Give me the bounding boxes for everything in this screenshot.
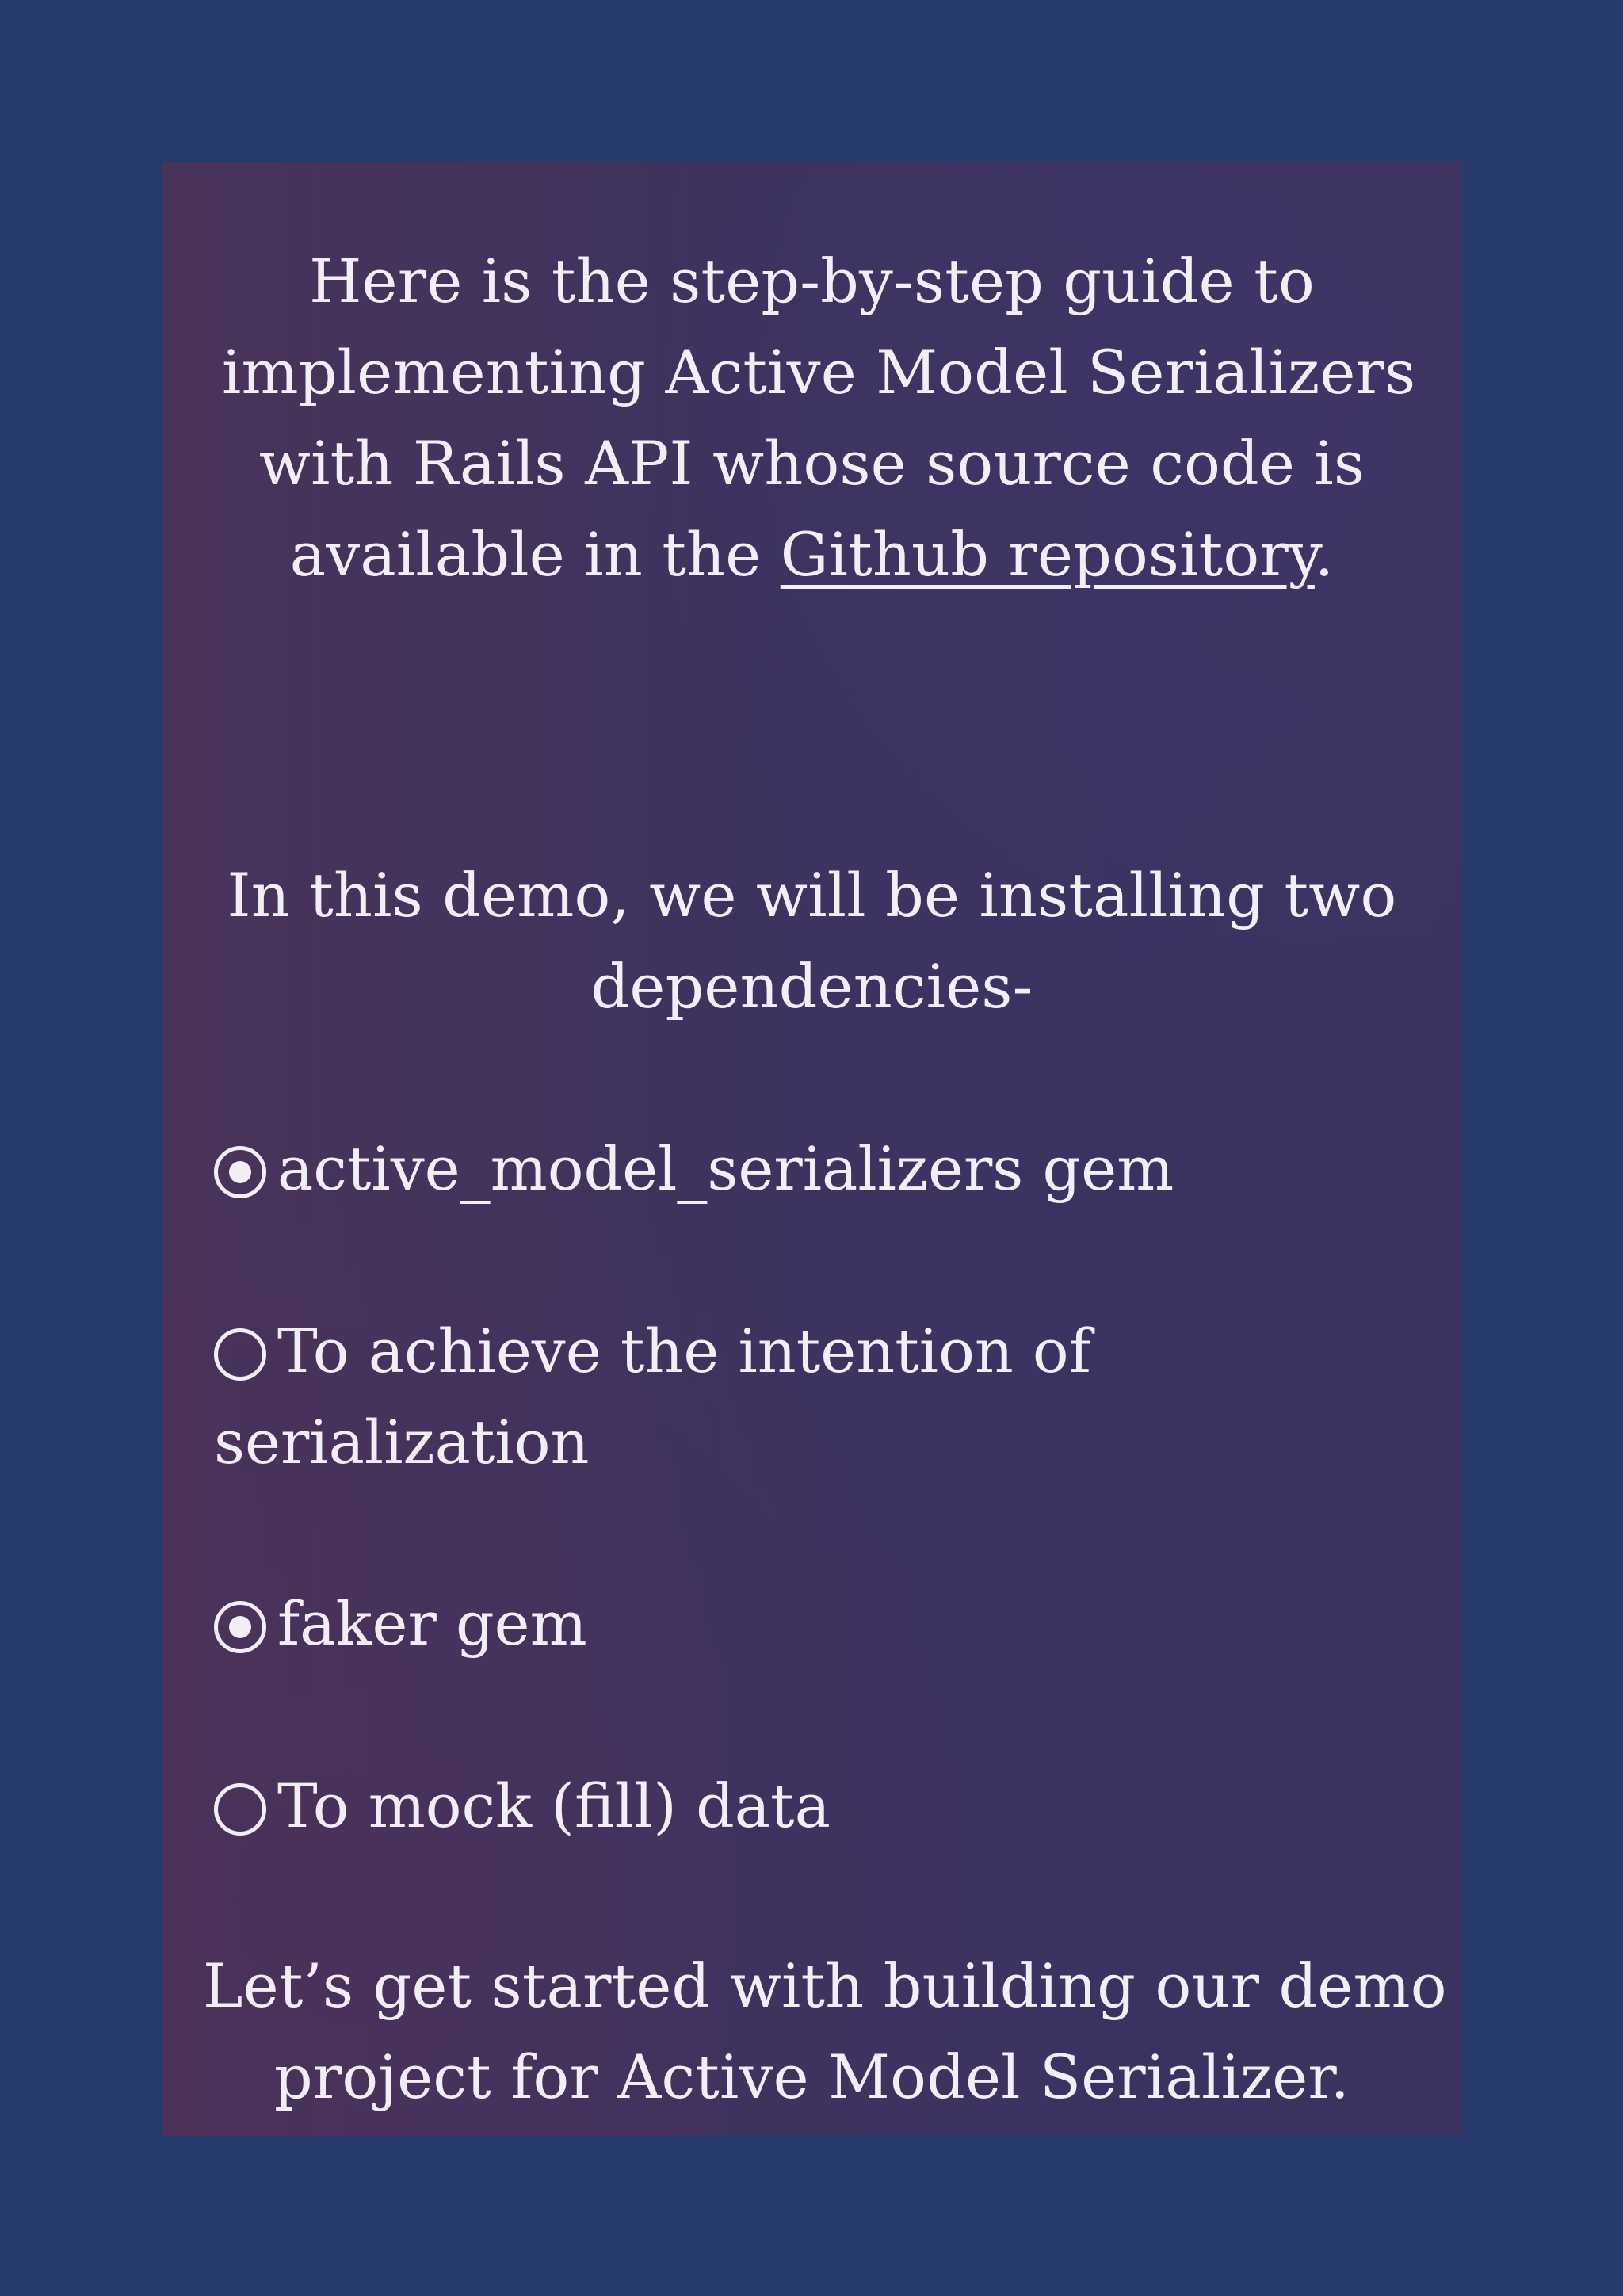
dependency-description-line-2: serialization <box>214 1407 590 1477</box>
intro-line-4 <box>222 509 1402 600</box>
unselected-radio-icon <box>214 1328 266 1381</box>
intro-paragraph <box>162 235 1462 600</box>
dependency-description-line-1: To achieve the intention of <box>277 1316 1091 1386</box>
unselected-radio-icon <box>214 1783 266 1836</box>
dependency-description-serialization <box>214 1305 1407 1488</box>
demo-intro-line-2: dependencies- <box>590 951 1033 1022</box>
dependency-item-label: active_model_serializers gem <box>277 1133 1174 1204</box>
intro-line-1: Here is the step-by-step guide to <box>309 246 1315 316</box>
closing-line-2: project for Active Model Serializer. <box>274 2042 1350 2112</box>
intro-line-2: implementing Active Model Serializers <box>222 337 1416 407</box>
content-card <box>162 162 1462 2136</box>
dependency-item-active-model-serializers <box>214 1123 1407 1214</box>
demo-intro-line-1: In this demo, we will be installing two <box>227 860 1397 930</box>
intro-line-4-suffix: . <box>1314 519 1335 590</box>
dependency-description-label: To mock (fill) data <box>277 1771 831 1841</box>
closing-paragraph <box>162 1940 1462 2122</box>
intro-line-4-prefix: available in the <box>289 519 781 590</box>
dependency-description-mock-data <box>214 1760 1407 1851</box>
selected-radio-icon <box>214 1146 266 1198</box>
closing-line-1: Let’s get started with building our demo <box>203 1950 1447 2021</box>
dependency-item-faker <box>214 1578 1407 1669</box>
demo-intro-paragraph <box>162 850 1462 1032</box>
github-repository-link[interactable]: Github repository <box>780 519 1315 590</box>
intro-line-3: with Rails API whose source code is <box>258 428 1365 499</box>
selected-radio-icon <box>214 1601 266 1653</box>
dependency-item-label: faker gem <box>277 1588 587 1659</box>
